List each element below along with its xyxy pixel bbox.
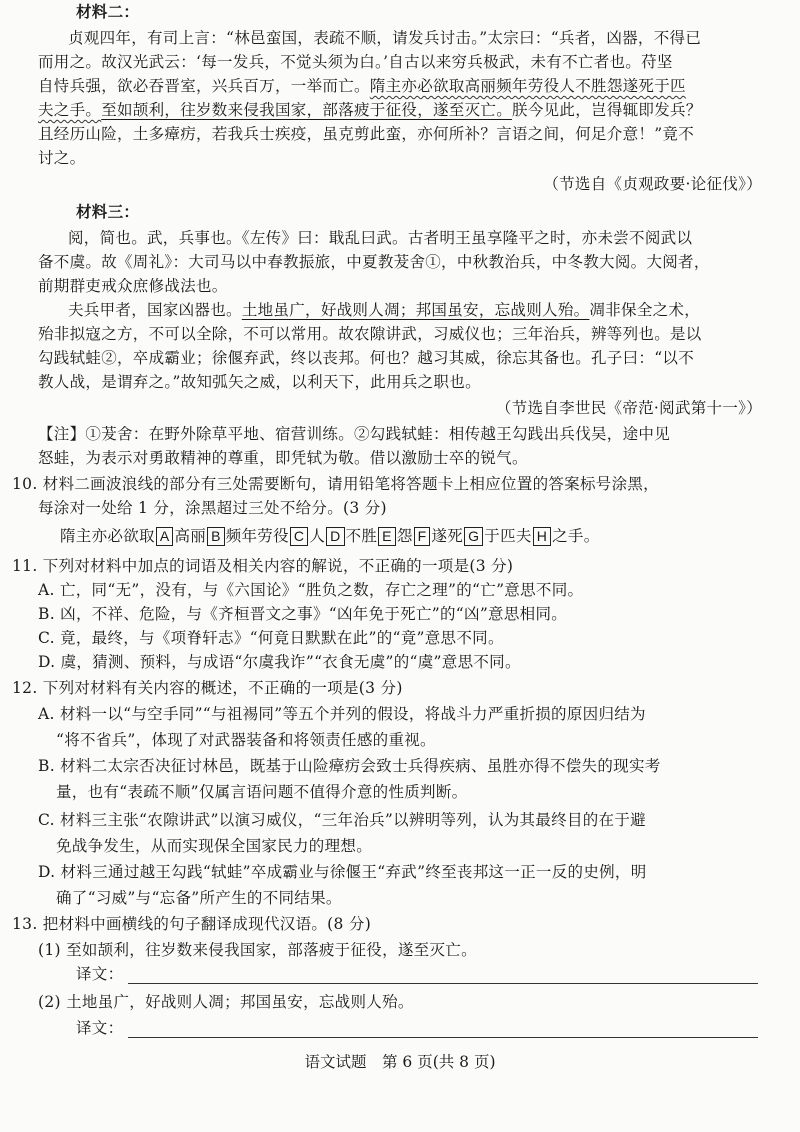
question-12-stem: 12. 下列对材料有关内容的概述，不正确的一项是(3 分): [12, 679, 403, 697]
option-d[interactable]: D. 材料三通过越王勾践“轼蛙”卒成霸业与徐偃王“弃武”终至丧邦这一正一反的史例，明: [38, 863, 647, 881]
question-10-stem: 每涂对一处给 1 分，涂黑超过三处不给分。(3 分): [38, 499, 387, 517]
sentence-break-line: 隋主亦必欲取 A 高丽 B 频年劳役 C 人 D 不胜 E 怨 F 遂死 G 于匹夫 H 之手。: [60, 527, 600, 545]
translation-sentence-1: (1) 至如颉利，往岁数来侵我国家，部落疲于征役，遂至灭亡。: [38, 941, 477, 959]
material-3-line: 阅，简也。武，兵事也。《左传》曰：戢乱曰武。古者明王虽享隆平之时，亦未尝不阅武以: [68, 229, 693, 247]
material-2-line: 夫之手。至如颉利，往岁数来侵我国家，部落疲于征役，遂至灭亡。朕今见此，岂得辄即发兵？: [38, 101, 702, 119]
material-2-line: 且经历山险，土多瘴疠，若我兵士疾疫，虽克剪此蛮，亦何所补？言语之间，何足介意！”竟不: [38, 125, 695, 143]
option-c[interactable]: C. 材料三主张“农隙讲武”以演习威仪，“三年治兵”以辨明等列，认为其最终目的在于避: [38, 811, 646, 829]
answer-box-e[interactable]: E: [378, 527, 396, 546]
option-b-cont: 量，也有“表疏不顺”仅属言语问题不值得介意的性质判断。: [56, 783, 468, 801]
answer-box-a[interactable]: A: [156, 527, 174, 546]
option-c[interactable]: C. 竟，最终，与《项脊轩志》“何竟日默默在此”的“竟”意思不同。: [38, 629, 504, 647]
question-11-stem: 11. 下列对材料中加点的词语及相关内容的解说，不正确的一项是(3 分): [12, 557, 514, 575]
option-d-cont: 确了“习威”与“忘备”所产生的不同结果。: [56, 889, 342, 907]
answer-line-1[interactable]: [128, 983, 758, 984]
material-2-heading: 材料二：: [76, 3, 140, 21]
option-a-cont: “将不省兵”，体现了对武器装备和将领责任感的重视。: [56, 731, 436, 749]
material-2-line: 而用之。故汉光武云：‘每一发兵，不觉头须为白。’自古以来穷兵极武，未有不亡者也。苻坚: [38, 53, 673, 71]
translation-sentence-2: (2) 土地虽广，好战则人凋；邦国虽安，忘战则人殆。: [38, 993, 414, 1011]
question-13-stem: 13. 把材料中画横线的句子翻译成现代汉语。(8 分): [12, 915, 372, 933]
answer-box-d[interactable]: D: [326, 527, 344, 546]
option-a[interactable]: A. 材料一以“与空手同”“与祖裼同”等五个并列的假设，将战斗力严重折损的原因归结为: [38, 705, 646, 723]
question-10-stem: 10. 材料二画波浪线的部分有三处需要断句，请用铅笔将答题卡上相应位置的答案标号涂黑，: [12, 475, 659, 493]
answer-box-b[interactable]: B: [207, 527, 225, 546]
material-3-line: 勾践轼蛙②，卒成霸业；徐偃弃武，终以丧邦。何也？越习其威，徐忘其备也。孔子曰：“以不: [38, 349, 695, 367]
material-3-line: 前期群吏戒众庶修战法也。: [38, 277, 228, 295]
answer-box-g[interactable]: G: [464, 527, 483, 546]
material-2-line: 讨之。: [38, 149, 86, 167]
option-b[interactable]: B. 材料二太宗否决征讨林邑，既基于山险瘴疠会致士兵得疾病、虽胜亦得不偿失的现实考: [38, 757, 661, 775]
material-3-line: 夫兵甲者，国家凶器也。土地虽广，好战则人凋；邦国虽安，忘战则人殆。凋非保全之术，: [68, 301, 701, 319]
source-citation: （节选自《贞观政要·论征伐》）: [543, 175, 762, 193]
option-a[interactable]: A. 亡，同“无”，没有，与《六国论》“胜负之数，存亡之理”的“亡”意思不同。: [38, 581, 584, 599]
annotation-note: 怒蛙，为表示对勇敢精神的尊重，即凭轼为敬。借以激励士卒的锐气。: [38, 449, 528, 467]
answer-box-c[interactable]: C: [290, 527, 308, 546]
material-3-line: 教人战，是谓弃之。”故知弧矢之威，以利天下，此用兵之职也。: [38, 373, 481, 391]
annotation-note: 【注】①茇舍：在野外除草平地、宿营训练。②勾践轼蛙：相传越王勾践出兵伐吴，途中见: [38, 425, 671, 443]
translation-label: 译文：: [76, 965, 124, 983]
material-3-line: 殆非拟寇之方，不可以全除，不可以常用。故农隙讲武，习威仪也；三年治兵，辨等列也。是以: [38, 325, 702, 343]
material-2-line: 贞观四年，有司上言：“林邑蛮国，表疏不顺，请发兵讨击。”太宗曰：“兵者，凶器，不得已: [68, 29, 702, 47]
wavy-underlined-text: 隋主亦必欲取高丽频年劳役人不胜怨遂死于匹: [369, 77, 686, 95]
option-c-cont: 免战争发生，从而实现保全国家民力的理想。: [56, 837, 373, 855]
material-3-line: 备不虞。故《周礼》：大司马以中春教振旅，中夏教茇舍①，中秋教治兵，中冬教大阅。大阅者，: [38, 253, 710, 271]
underlined-sentence-1: 至如颉利，往岁数来侵我国家，部落疲于征役，遂至灭亡。: [101, 101, 513, 119]
material-3-heading: 材料三：: [76, 203, 140, 221]
answer-box-h[interactable]: H: [533, 527, 551, 546]
answer-box-f[interactable]: F: [414, 527, 431, 546]
translation-label: 译文：: [76, 1019, 124, 1037]
option-b[interactable]: B. 凶，不祥、危险，与《齐桓晋文之事》“凶年免于死亡”的“凶”意思相同。: [38, 605, 568, 623]
option-d[interactable]: D. 虞，猜测、预料，与成语“尔虞我诈”“衣食无虞”的“虞”意思不同。: [38, 653, 521, 671]
source-citation: （节选自李世民《帝范·阅武第十一》）: [495, 399, 762, 417]
underlined-sentence-2: 土地虽广，好战则人凋；邦国虽安，忘战则人殆。: [241, 301, 590, 319]
answer-line-2[interactable]: [128, 1037, 758, 1038]
page-footer: 语文试题 第 6 页(共 8 页): [304, 1053, 496, 1071]
wavy-underlined-text: 夫之手。: [38, 101, 102, 119]
material-2-line: 自恃兵强，欲必吞晋室，兴兵百万，一举而亡。隋主亦必欲取高丽频年劳役人不胜怨遂死于匹: [38, 77, 686, 95]
